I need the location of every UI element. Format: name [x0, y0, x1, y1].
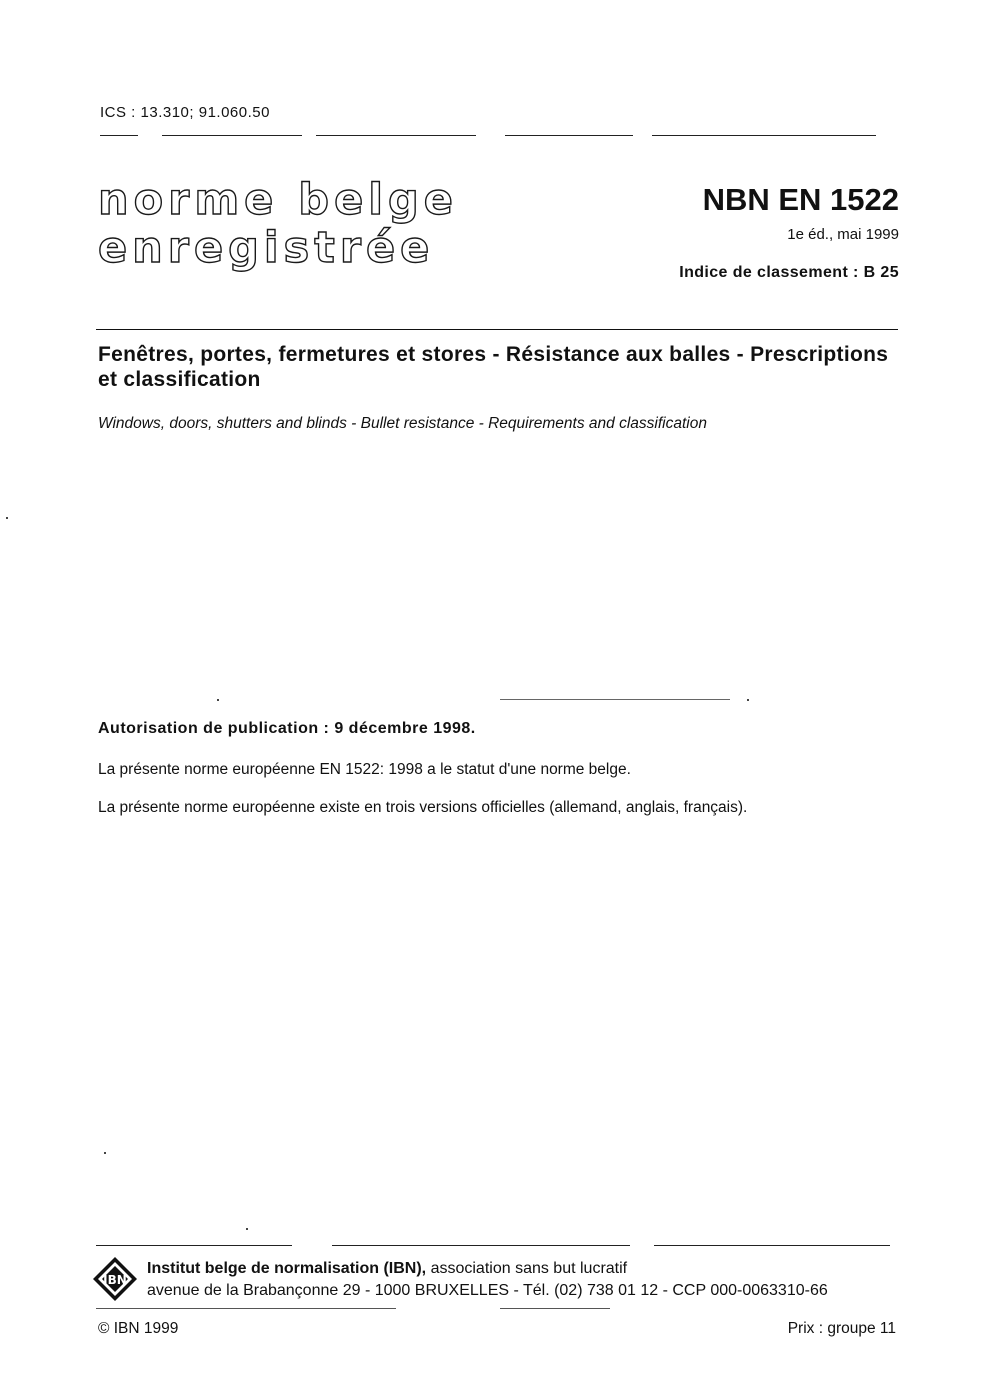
footer-lower-rule: [96, 1308, 396, 1309]
top-rule-segment: [505, 135, 633, 136]
institute-description: association sans but lucratif: [426, 1260, 628, 1277]
top-rule-segment: [100, 135, 138, 136]
institute-info: [147, 1258, 828, 1302]
ibn-logo: [92, 1256, 138, 1302]
speck: [6, 517, 8, 519]
brand-line-2: enregistrée: [98, 223, 435, 273]
status-paragraph: La présente norme européenne EN 1522: 1998 a le statut d'une norme belge.: [98, 761, 631, 778]
top-rule-segment: [162, 135, 302, 136]
institute-address: avenue de la Brabançonne 29 - 1000 BRUXELLES - Tél. (02) 738 01 12 - CCP 000-0063310-66: [147, 1282, 828, 1299]
logo-lettering: IBN: [103, 1273, 127, 1287]
footer-rule-segment: [96, 1245, 292, 1246]
speck: [246, 1228, 248, 1230]
publication-authorization: Autorisation de publication : 9 décembre 1998.: [98, 720, 476, 737]
versions-paragraph: La présente norme européenne existe en trois versions officielles (allemand, anglais, français).: [98, 799, 748, 816]
top-rule-segment: [652, 135, 876, 136]
footer-lower-rule: [500, 1308, 610, 1309]
standard-number: NBN EN 1522: [702, 182, 899, 217]
speck: [104, 1152, 106, 1154]
footer-rule-segment: [332, 1245, 630, 1246]
copyright: © IBN 1999: [98, 1320, 179, 1337]
body-separator: [500, 699, 730, 700]
top-rule-segment: [316, 135, 476, 136]
edition-date: 1e éd., mai 1999: [787, 226, 899, 243]
ics-code: ICS : 13.310; 91.060.50: [100, 104, 270, 121]
english-title: Windows, doors, shutters and blinds - Bullet resistance - Requirements and classification: [98, 415, 707, 432]
institute-line: [147, 1258, 828, 1280]
footer-rule-segment: [654, 1245, 890, 1246]
french-title: Fenêtres, portes, fermetures et stores - Résistance aux balles - Prescriptions et classification: [98, 343, 889, 391]
title-separator: [96, 329, 898, 330]
institute-name: Institut belge de normalisation (IBN),: [147, 1260, 427, 1277]
ibn-logo-icon: [92, 1256, 138, 1302]
price-group: Prix : groupe 11: [787, 1320, 896, 1337]
brand-title: [98, 176, 458, 272]
classification-index: Indice de classement : B 25: [679, 264, 899, 281]
speck: [747, 699, 749, 701]
speck: [217, 699, 219, 701]
brand-line-1: norme belge: [98, 175, 458, 225]
